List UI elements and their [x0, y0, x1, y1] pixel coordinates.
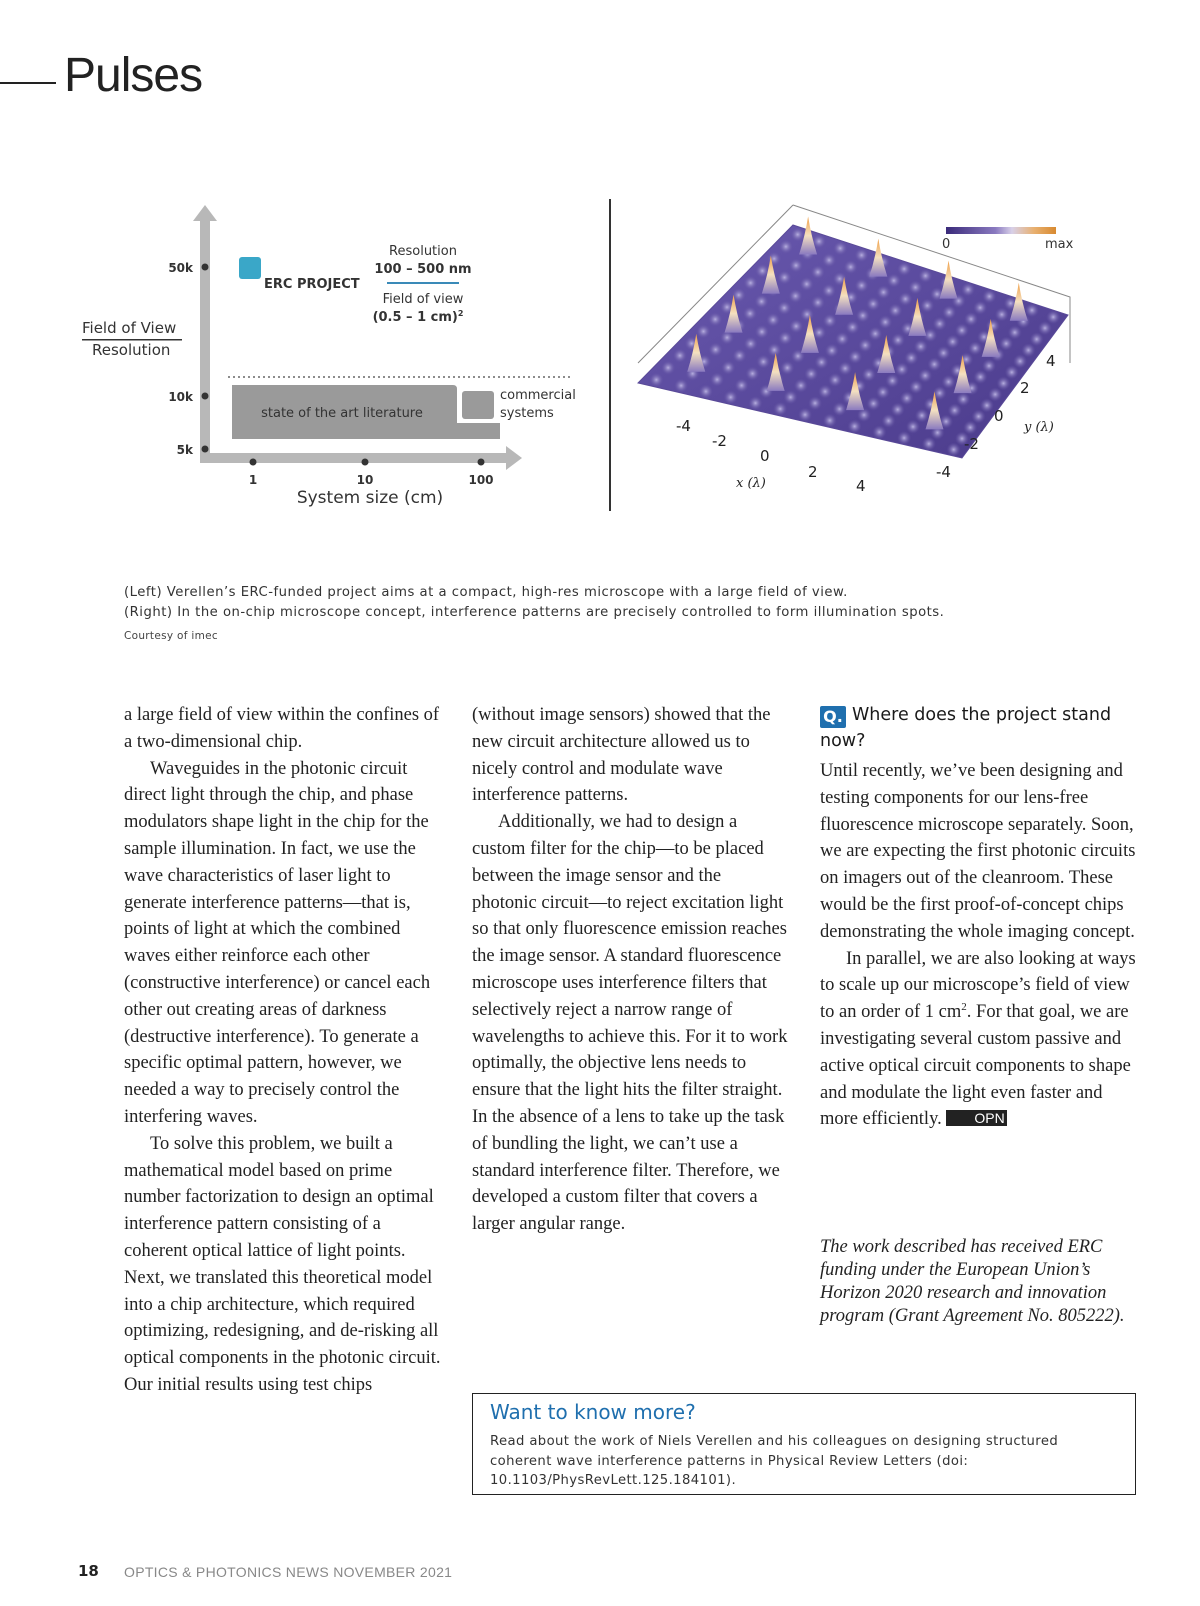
surface-bump	[914, 340, 928, 354]
surface-bump	[996, 376, 1010, 390]
surface-bump	[828, 373, 842, 387]
surface-bump	[822, 253, 836, 267]
y-tick-10k: 10k	[168, 390, 193, 404]
surface-bump	[649, 373, 663, 387]
commercial-label-line1: commercial	[500, 388, 576, 403]
colorbar	[946, 227, 1056, 234]
surface-bump	[778, 331, 792, 345]
surface-bump	[833, 402, 847, 416]
surface-bump	[895, 362, 909, 376]
surface-bump	[708, 312, 722, 326]
surface-bump	[798, 408, 812, 422]
running-footer: OPTICS & PHOTONICS NEWS NOVEMBER 2021	[124, 1564, 453, 1580]
body-column-1	[124, 702, 442, 1399]
surface-bump	[767, 252, 781, 266]
surface-bump	[699, 384, 713, 398]
col2-paragraph-1: (without image sensors) showed that the new circuit architecture allowed us to nicely control and modulate wave interference patterns.	[472, 705, 771, 806]
y-tick-50k: 50k	[168, 261, 193, 275]
x-tick-dot-100	[478, 459, 485, 466]
surface-bump	[891, 403, 905, 417]
surface-bump	[844, 260, 858, 274]
surface-bump	[822, 284, 836, 298]
surface-bump	[927, 357, 941, 371]
surface-bump	[696, 324, 710, 338]
surface-bump	[766, 313, 780, 327]
surface-bump	[720, 331, 734, 345]
surface-bump	[942, 375, 956, 389]
surface-bump	[909, 380, 923, 394]
surface-bump	[1021, 343, 1035, 357]
surface-bump	[918, 269, 932, 283]
col1-paragraph-3: To solve this problem, we built a mathematical model based on prime number factorization to design an optimal interference pattern consisting of a coherent optical lattice of light points. Next, we translated this theoretical model into a chip architecture, which required optimizing, redesigning, and de-risking all optical components in the photonic circuit. Our initial results using test chips	[124, 1133, 441, 1395]
x-axis	[200, 453, 508, 463]
colorbar-min: 0	[942, 237, 951, 252]
surface-bump	[848, 419, 862, 433]
section-rule	[0, 82, 56, 84]
surface-bump	[920, 299, 934, 313]
surface-bump	[898, 292, 912, 306]
y-axis-label-right: y (λ)	[1024, 420, 1054, 435]
surface-bump	[800, 277, 814, 291]
surface-bump	[733, 349, 747, 363]
x-tick-0: 0	[760, 447, 770, 465]
surface-bump	[1030, 332, 1044, 346]
surface-bump	[855, 279, 869, 293]
surface-bump	[746, 367, 760, 381]
surface-bump	[900, 391, 914, 405]
surface-bump	[862, 368, 876, 382]
col1-paragraph-2: Waveguides in the photonic circuit direct light through the chip, and phase modulators shape light in the chip for the sample illumination. In fact, we use the wave characteristics of laser light to generate interference patterns—that is, points of light at which the combined waves either reinforce each other (constructive interference) or cancel each other out creating areas of darkness (destructive interference). To generate a specific optimal pattern, however, we needed a way to precisely control the interfering waves.	[124, 758, 431, 1127]
surface-bump	[897, 431, 911, 445]
surface-bump	[858, 338, 872, 352]
surface-bump	[791, 228, 805, 242]
erc-project-label: ERC PROJECT	[264, 277, 360, 292]
surface-bump	[988, 387, 1002, 401]
surface-bump	[748, 396, 762, 410]
surface-bump	[973, 370, 987, 384]
surface-bump	[808, 396, 822, 410]
interference-surface-plot	[638, 205, 1074, 495]
surface-bump	[779, 240, 793, 254]
x-tick-100: 100	[468, 473, 494, 487]
surface-bump	[811, 296, 825, 310]
surface-bump	[866, 297, 880, 311]
surface-bump	[933, 317, 947, 331]
surface-bump	[906, 420, 920, 434]
y-tick-4-right: 4	[1046, 352, 1056, 370]
surface-bump	[915, 409, 929, 423]
superscript-2: 2	[961, 1001, 967, 1014]
surface-bump	[882, 414, 896, 428]
surface-bump	[661, 361, 675, 375]
funding-note: The work described has received ERC funding under the European Union’s Horizon 2020 research and innovation program (Grant Agreement No. 805222).	[820, 1237, 1125, 1326]
resolution-fov-divider	[387, 282, 459, 284]
col3-paragraph-2	[820, 946, 1138, 1134]
y-tick-neg4-right: -4	[936, 463, 951, 481]
fov-value: (0.5 – 1 cm)$^2$	[372, 309, 464, 325]
x-tick-1: 1	[248, 473, 258, 487]
y-tick-neg2-right: -2	[964, 435, 979, 453]
surface-bump	[908, 280, 922, 294]
surface-bump	[778, 270, 792, 284]
surface-bump	[973, 301, 987, 315]
qa-heading-text: Where does the project stand now?	[820, 705, 1112, 751]
surface-bump	[980, 398, 994, 412]
surface-bump	[982, 359, 996, 373]
surface-bump	[674, 379, 688, 393]
surface-bump	[709, 343, 723, 357]
resolution-value: 100 – 500 nm	[374, 262, 472, 277]
surface-bump	[794, 379, 808, 393]
surface-bump	[963, 421, 977, 435]
y-tick-0-right: 0	[994, 407, 1004, 425]
surface-bump	[1038, 321, 1052, 335]
y-axis-label-bottom: Resolution	[92, 341, 171, 359]
question-icon: Q.	[820, 706, 846, 728]
surface-bump	[673, 349, 687, 363]
commercial-label-line2: systems	[500, 406, 554, 421]
page-number: 18	[78, 1562, 99, 1580]
surface-bump	[878, 315, 892, 329]
resolution-label: Resolution	[389, 244, 457, 259]
surface-bump	[891, 333, 905, 347]
surface-bump	[999, 337, 1013, 351]
surface-bump	[823, 314, 837, 328]
colorbar-max: max	[1045, 237, 1074, 252]
surface-bump	[856, 309, 870, 323]
surface-bump	[948, 403, 962, 417]
surface-bump	[942, 305, 956, 319]
fov-value-sup: 2	[457, 309, 464, 318]
surface-bump	[789, 319, 803, 333]
surface-bump	[946, 335, 960, 349]
caption-line-right: (Right) In the on-chip microscope concept, interference patterns are precisely controlled to form illumination spots.	[124, 605, 945, 620]
surface-bump	[876, 385, 890, 399]
surface-bump	[855, 248, 869, 262]
surface-bump	[848, 350, 862, 364]
surface-bump	[955, 323, 969, 337]
surface-bump	[784, 390, 798, 404]
surface-bump	[918, 369, 932, 383]
want-to-know-more-title: Want to know more?	[490, 1400, 696, 1424]
col3-paragraph-2-end: . For that goal, we are investigating several custom passive and active optical circuit components to shape and modulate the light even faster and more efficiently.	[820, 1002, 1131, 1130]
figure-credit: Courtesy of imec	[124, 630, 218, 642]
surface-bump	[755, 325, 769, 339]
section-title: Pulses	[64, 49, 203, 102]
figure-caption	[124, 583, 1124, 623]
x-tick-10: 10	[356, 473, 374, 487]
surface-bump	[811, 265, 825, 279]
surface-bump	[823, 414, 837, 428]
fov-resolution-chart	[82, 205, 576, 508]
commercial-systems-marker	[462, 391, 494, 419]
surface-bump	[982, 289, 996, 303]
surface-bump	[818, 385, 832, 399]
surface-bump	[838, 361, 852, 375]
surface-bump	[735, 378, 749, 392]
surface-bump	[777, 301, 791, 315]
x-tick-dot-10	[362, 459, 369, 466]
col3-paragraph-2-start: In parallel, we are also looking at ways to scale up our microscope’s field of view to an order of 1 cm	[820, 948, 1136, 1023]
surface-bump	[937, 346, 951, 360]
y-tick-dot-5k	[202, 446, 209, 453]
surface-bump	[789, 258, 803, 272]
surface-bump	[868, 327, 882, 341]
surface-bump	[897, 262, 911, 276]
y-axis-label-top: Field of View	[82, 319, 177, 337]
surface-bump	[872, 425, 886, 439]
y-axis-arrowhead	[193, 205, 217, 221]
surface-bump	[724, 390, 738, 404]
x-axis-label-right: x (λ)	[736, 476, 766, 491]
figure-divider	[609, 199, 611, 511]
x-tick-4: 4	[856, 477, 866, 495]
qa-heading	[820, 702, 1140, 754]
x-axis-label: System size (cm)	[296, 488, 444, 508]
surface-bump	[804, 367, 818, 381]
x-axis-arrowhead	[506, 446, 522, 470]
surface-bump	[825, 344, 839, 358]
surface-bump	[1025, 303, 1039, 317]
surface-bump	[835, 332, 849, 346]
surface-bump	[968, 341, 982, 355]
y-axis	[200, 219, 210, 463]
surface-bump	[1046, 310, 1060, 324]
surface-bump	[961, 283, 975, 297]
surface-bump	[947, 443, 961, 457]
surface-bump	[866, 397, 880, 411]
surface-bump	[710, 373, 724, 387]
surface-bump	[904, 351, 918, 365]
y-tick-dot-10k	[202, 393, 209, 400]
col2-paragraph-2: Additionally, we had to design a custom filter for the chip—to be placed between the image sensor and the photonic circuit—to reject excitation light so that only fluorescence emission reaches the image sensor. A standard fluorescence microscope uses interference filters that selectively reject a narrow range of wavelengths to achieve this. For it to work optimally, the objective lens needs to ensure that the light hits the filter straight. In the absence of a lens to take up the task of bundling the light, we can’t use a standard interference filter. Therefore, we developed a custom filter that covers a larger angular range.	[472, 812, 788, 1235]
surface-bump	[780, 361, 794, 375]
x-tick-2: 2	[808, 463, 818, 481]
erc-project-marker	[239, 257, 261, 279]
surface-bump	[922, 437, 936, 451]
surface-bump	[972, 409, 986, 423]
surface-bump	[756, 355, 770, 369]
surface-bump	[964, 312, 978, 326]
y-tick-5k: 5k	[176, 443, 193, 457]
col1-paragraph-1: a large field of view within the confines of a two-dimensional chip.	[124, 705, 440, 752]
x-tick-neg2: -2	[712, 432, 727, 450]
figure	[60, 195, 1140, 525]
surface-bump	[887, 274, 901, 288]
opn-end-mark: OPN	[946, 1110, 1006, 1126]
surface-bump	[744, 337, 758, 351]
body-column-3	[820, 758, 1138, 1133]
surface-bump	[995, 308, 1009, 322]
surface-bump	[833, 241, 847, 255]
surface-bump	[846, 320, 860, 334]
surface-bump	[888, 304, 902, 318]
body-column-2	[472, 702, 790, 1238]
surface-bump	[767, 343, 781, 357]
surface-bump	[800, 307, 814, 321]
y-tick-2-right: 2	[1020, 379, 1030, 397]
col3-paragraph-1: Until recently, we’ve been designing and testing components for our lens-free fluorescence microscope separately. Soon, we are expecting the first photonic circuits on imagers out of the cleanroom. These would be the first proof-of-concept chips demonstrating the whole imaging concept.	[820, 761, 1136, 942]
surface-bump	[885, 374, 899, 388]
surface-bump	[956, 392, 970, 406]
surface-bump	[815, 355, 829, 369]
surface-bump	[743, 307, 757, 321]
fov-label: Field of view	[382, 292, 464, 307]
want-to-know-more-text: Read about the work of Niels Verellen and his colleagues on designing structured coherent wave interference patterns in Physical Review Letters (doi: 10.1103/PhysRevLett.125.184101).	[490, 1434, 1059, 1488]
surface-bump	[744, 276, 758, 290]
surface-bump	[877, 285, 891, 299]
x-tick-neg4: -4	[676, 417, 691, 435]
x-tick-dot-1	[250, 459, 257, 466]
caption-line-left: (Left) Verellen’s ERC-funded project aims at a compact, high-res microscope with a large field of view.	[124, 585, 848, 600]
surface-bump	[721, 361, 735, 375]
state-of-art-label: state of the art literature	[261, 406, 423, 421]
y-tick-dot-50k	[202, 264, 209, 271]
surface-bump	[1008, 325, 1022, 339]
surface-bump	[755, 294, 769, 308]
surface-bump	[773, 402, 787, 416]
surface-bump	[1013, 354, 1027, 368]
surface-bump	[986, 319, 1000, 333]
surface-bump	[1005, 365, 1019, 379]
surface-bump	[788, 289, 802, 303]
